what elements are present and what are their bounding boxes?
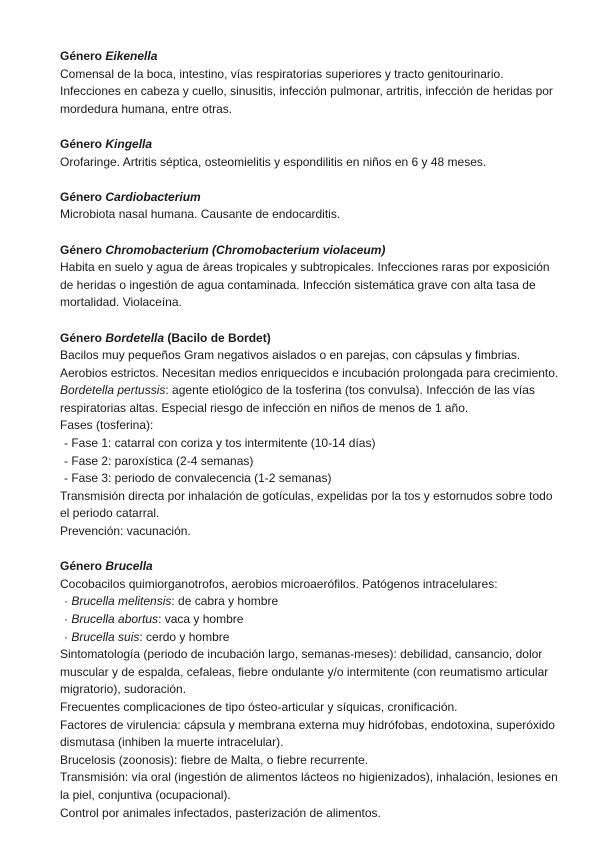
- species-host: : cerdo y hombre: [139, 629, 230, 644]
- section-heading: [60, 189, 560, 207]
- phase-item: - Fase 1: catarral con coriza y tos intermitente (10-14 días): [64, 436, 376, 451]
- paragraph-line: Orofaringe. Artritis séptica, osteomielitis y espondilitis en niños en 6 y 48 meses.: [60, 154, 487, 169]
- section-heading: [60, 558, 560, 576]
- genus-name: Chromobacterium (Chromobacterium violaceum): [105, 242, 386, 257]
- heading-prefix: Género: [60, 136, 106, 151]
- section-bordetella: [60, 330, 560, 541]
- genus-name: Kingella: [105, 136, 153, 151]
- species-name: Brucella abortus: [71, 612, 159, 626]
- paragraph-line: Infecciones en cabeza y cuello, sinusitis, infección pulmonar, artritis, infección de heridas por mordedura humana, entre otras.: [60, 84, 553, 116]
- paragraph-line: Bacilos muy pequeños Gram negativos aislados o en parejas, con cápsulas y fimbrias.: [60, 348, 521, 363]
- heading-prefix: Género: [60, 242, 106, 257]
- section-cardiobacterium: [60, 189, 560, 224]
- paragraph-line: Brucelosis (zoonosis): fiebre de Malta, o fiebre recurrente.: [60, 752, 369, 767]
- paragraph-line: Habita en suelo y agua de áreas tropicales y subtropicales. Infecciones raras por exposición de heridas o ingestión de agua contaminada. Infección sistemática grave con alta tasa de mortalidad. Violaceína.: [60, 260, 550, 310]
- genus-name: Bordetella: [105, 330, 165, 345]
- paragraph-line: Cocobacilos quimiorganotrofos, aerobios microaerófilos. Patógenos intracelulares:: [60, 576, 498, 591]
- paragraph-line: Control por animales infectados, pasterización de alimentos.: [60, 805, 381, 820]
- paragraph-line: Transmisión directa por inhalación de gotículas, expelidas por la tos y estornudos sobre todo el periodo catarral.: [60, 488, 553, 521]
- paragraph-line: Microbiota nasal humana. Causante de endocarditis.: [60, 207, 341, 222]
- bullet: ·: [64, 629, 72, 644]
- section-heading: [60, 242, 560, 260]
- phase-item: - Fase 2: paroxística (2-4 semanas): [64, 453, 254, 468]
- paragraph-line: Prevención: vacunación.: [60, 524, 191, 539]
- section-heading: [60, 330, 560, 348]
- paragraph-line: Factores de virulencia: cápsula y membrana externa muy hidrófobas, endotoxina, superóxido dismutasa (inhiben la muerte intracelular).: [60, 717, 555, 750]
- section-eikenella: [60, 48, 560, 118]
- heading-prefix: Género: [60, 559, 106, 574]
- genus-name: Eikenella: [105, 49, 158, 63]
- bullet: ·: [64, 612, 72, 626]
- section-heading: [60, 48, 560, 66]
- species-item: [60, 593, 560, 611]
- heading-prefix: Género: [60, 49, 106, 63]
- genus-name: Cardiobacterium: [105, 189, 201, 204]
- species-name: Bordetella pertussis: [60, 383, 166, 398]
- species-host: : vaca y hombre: [158, 612, 244, 626]
- section-brucella: [60, 558, 560, 822]
- section-kingella: [60, 136, 560, 171]
- paragraph-line: Frecuentes complicaciones de tipo ósteo-articular y síquicas, cronificación.: [60, 699, 458, 714]
- species-item: [60, 629, 560, 647]
- genus-name: Brucella: [105, 559, 153, 574]
- bullet: ·: [64, 594, 72, 609]
- paragraph-line: Sintomatología (periodo de incubación largo, semanas-meses): debilidad, cansancio, dolor muscular y de espalda, cefaleas, fiebre ondulante y/o intermitente (con reumatismo articular migratorio), sudoración.: [60, 647, 549, 697]
- paragraph-line: Aerobios estrictos. Necesitan medios enriquecidos e incubación prolongada para crecimiento.: [60, 365, 559, 380]
- heading-prefix: Género: [60, 189, 106, 204]
- species-name: Brucella melitensis: [71, 594, 172, 609]
- paragraph-line: Transmisión: vía oral (ingestión de alimentos lácteos no higienizados), inhalación, lesiones en la piel, conjuntiva (ocupacional).: [60, 770, 558, 802]
- species-description: : agente etiológico de la tosferina (tos convulsa). Infección de las vías respiratorias altas. Especial riesgo de infección en niños de menos de 1 año.: [60, 383, 535, 415]
- species-item: [60, 611, 560, 629]
- heading-suffix: (Bacilo de Bordet): [164, 330, 271, 345]
- section-chromobacterium: [60, 242, 560, 312]
- pertussis-line: [60, 382, 560, 417]
- species-host: : de cabra y hombre: [171, 594, 279, 609]
- section-heading: [60, 136, 560, 154]
- phase-item: - Fase 3: periodo de convalecencia (1-2 semanas): [64, 471, 332, 486]
- heading-prefix: Género: [60, 330, 106, 345]
- paragraph-line: Comensal de la boca, intestino, vías respiratorias superiores y tracto genitourinario.: [60, 66, 504, 81]
- phases-title: Fases (tosferina):: [60, 418, 154, 433]
- species-name: Brucella suis: [71, 629, 140, 644]
- document-page: [60, 48, 560, 840]
